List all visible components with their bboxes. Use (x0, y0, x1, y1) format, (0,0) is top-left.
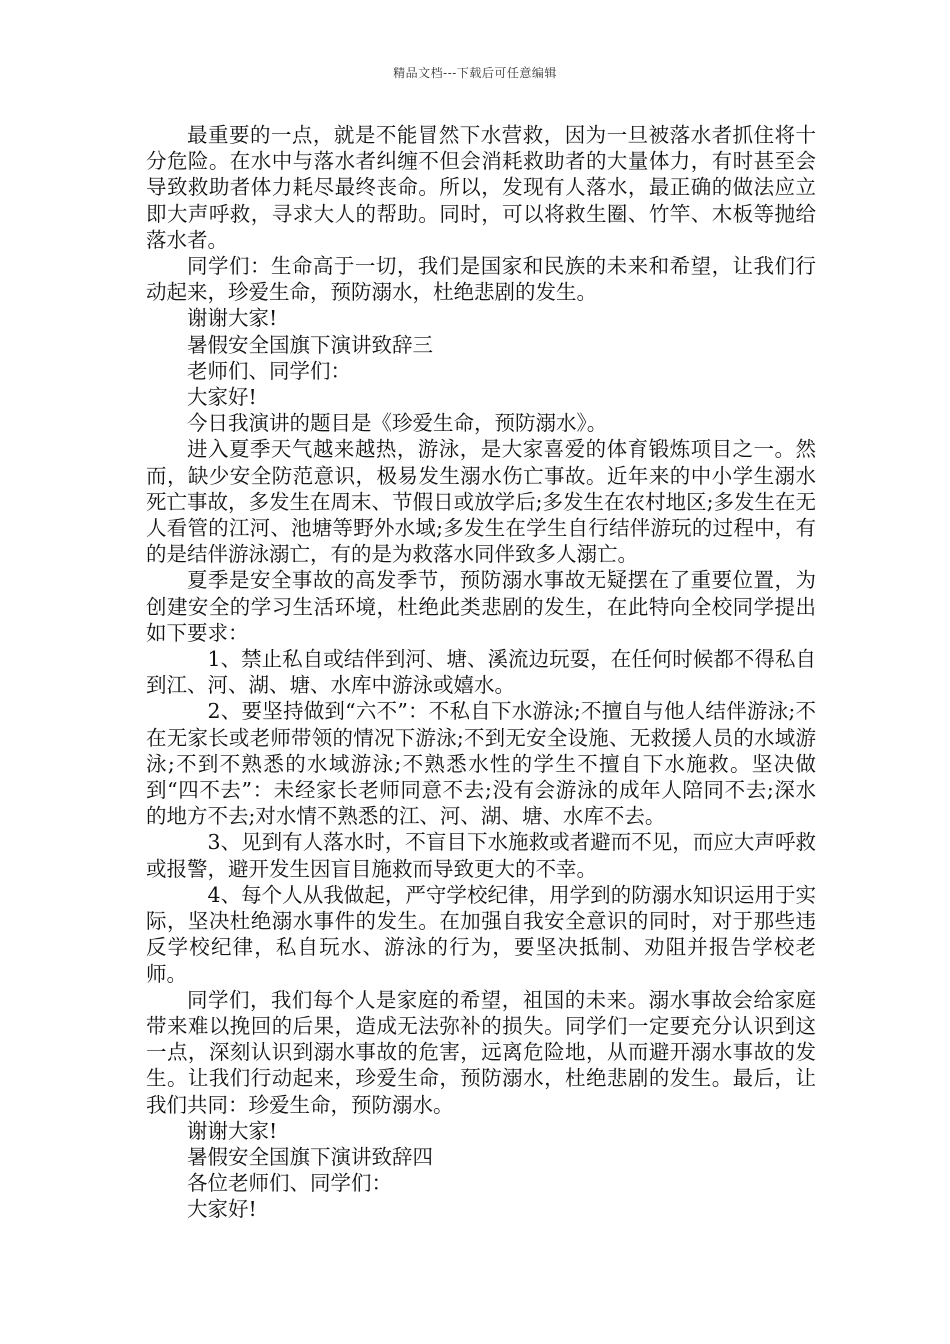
list-item: 1、禁止私自或结伴到河、塘、溪流边玩耍，在任何时候都不得私自到江、河、湖、塘、水库中游泳或嬉水。 (146, 647, 816, 698)
paragraph: 同学们：生命高于一切，我们是国家和民族的未来和希望，让我们行动起来，珍爱生命，预防溺水，杜绝悲剧的发生。 (146, 254, 816, 305)
paragraph: 最重要的一点，就是不能冒然下水营救，因为一旦被落水者抓住将十分危险。在水中与落水者纠缠不但会消耗救助者的大量体力，有时甚至会导致救助者体力耗尽最终丧命。所以，发现有人落水，最正确的做法应立即大声呼救，寻求大人的帮助。同时，可以将救生圈、竹竿、木板等抛给落水者。 (146, 123, 816, 252)
greeting: 大家好! (187, 1197, 257, 1222)
paragraph: 夏季是安全事故的高发季节，预防溺水事故无疑摆在了重要位置，为创建安全的学习生活环境，杜绝此类悲剧的发生，在此特向全校同学提出如下要求： (146, 568, 816, 645)
section-title: 暑假安全国旗下演讲致辞四 (187, 1144, 433, 1169)
salutation: 老师们、同学们： (187, 358, 351, 383)
section-title: 暑假安全国旗下演讲致辞三 (187, 332, 433, 357)
list-item: 3、见到有人落水时，不盲目下水施救或者避而不见，而应大声呼救或报警，避开发生因盲目施救而导致更大的不幸。 (146, 830, 816, 881)
document-body (146, 122, 816, 1223)
closing-line: 谢谢大家! (187, 306, 278, 331)
paragraph: 同学们，我们每个人是家庭的希望，祖国的未来。溺水事故会给家庭带来难以挽回的后果，造成无法弥补的损失。同学们一定要充分认识到这一点，深刻认识到溺水事故的危害，远离危险地，从而避开溺水事故的发生。让我们行动起来，珍爱生命，预防溺水，杜绝悲剧的发生。最后，让我们共同：珍爱生命，预防溺水。 (146, 987, 816, 1117)
list-item: 2、要坚持做到“六不”：不私自下水游泳;不擅自与他人结伴游泳;不在无家长或老师带领的情况下游泳;不到无安全设施、无救援人员的水域游泳;不到不熟悉的水域游泳;不熟悉水性的学生不擅自下水施救。坚决做到“四不去”：未经家长老师同意不去;没有会游泳的成年人陪同不去;深水的地方不去;对水情不熟悉的江、河、湖、塘、水库不去。 (146, 699, 816, 829)
closing-line: 谢谢大家! (187, 1118, 278, 1143)
paragraph: 进入夏季天气越来越热，游泳，是大家喜爱的体育锻炼项目之一。然而，缺少安全防范意识，极易发生溺水伤亡事故。近年来的中小学生溺水死亡事故，多发生在周末、节假日或放学后;多发生在农村地区;多发生在无人看管的江河、池塘等野外水域;多发生在学生自行结伴游玩的过程中，有的是结伴游泳溺亡，有的是为救落水同伴致多人溺亡。 (146, 437, 816, 567)
page-header: 精品文档---下载后可任意编辑 (393, 66, 557, 80)
paragraph: 今日我演讲的题目是《珍爱生命，预防溺水》。 (187, 411, 608, 436)
list-item: 4、每个人从我做起，严守学校纪律，用学到的防溺水知识运用于实际，坚决杜绝溺水事件的发生。在加强自我安全意识的同时，对于那些违反学校纪律，私自玩水、游泳的行为，要坚决抵制、劝阻并报告学校老师。 (146, 882, 816, 986)
salutation: 各位老师们、同学们： (187, 1171, 392, 1196)
greeting: 大家好! (187, 385, 257, 410)
